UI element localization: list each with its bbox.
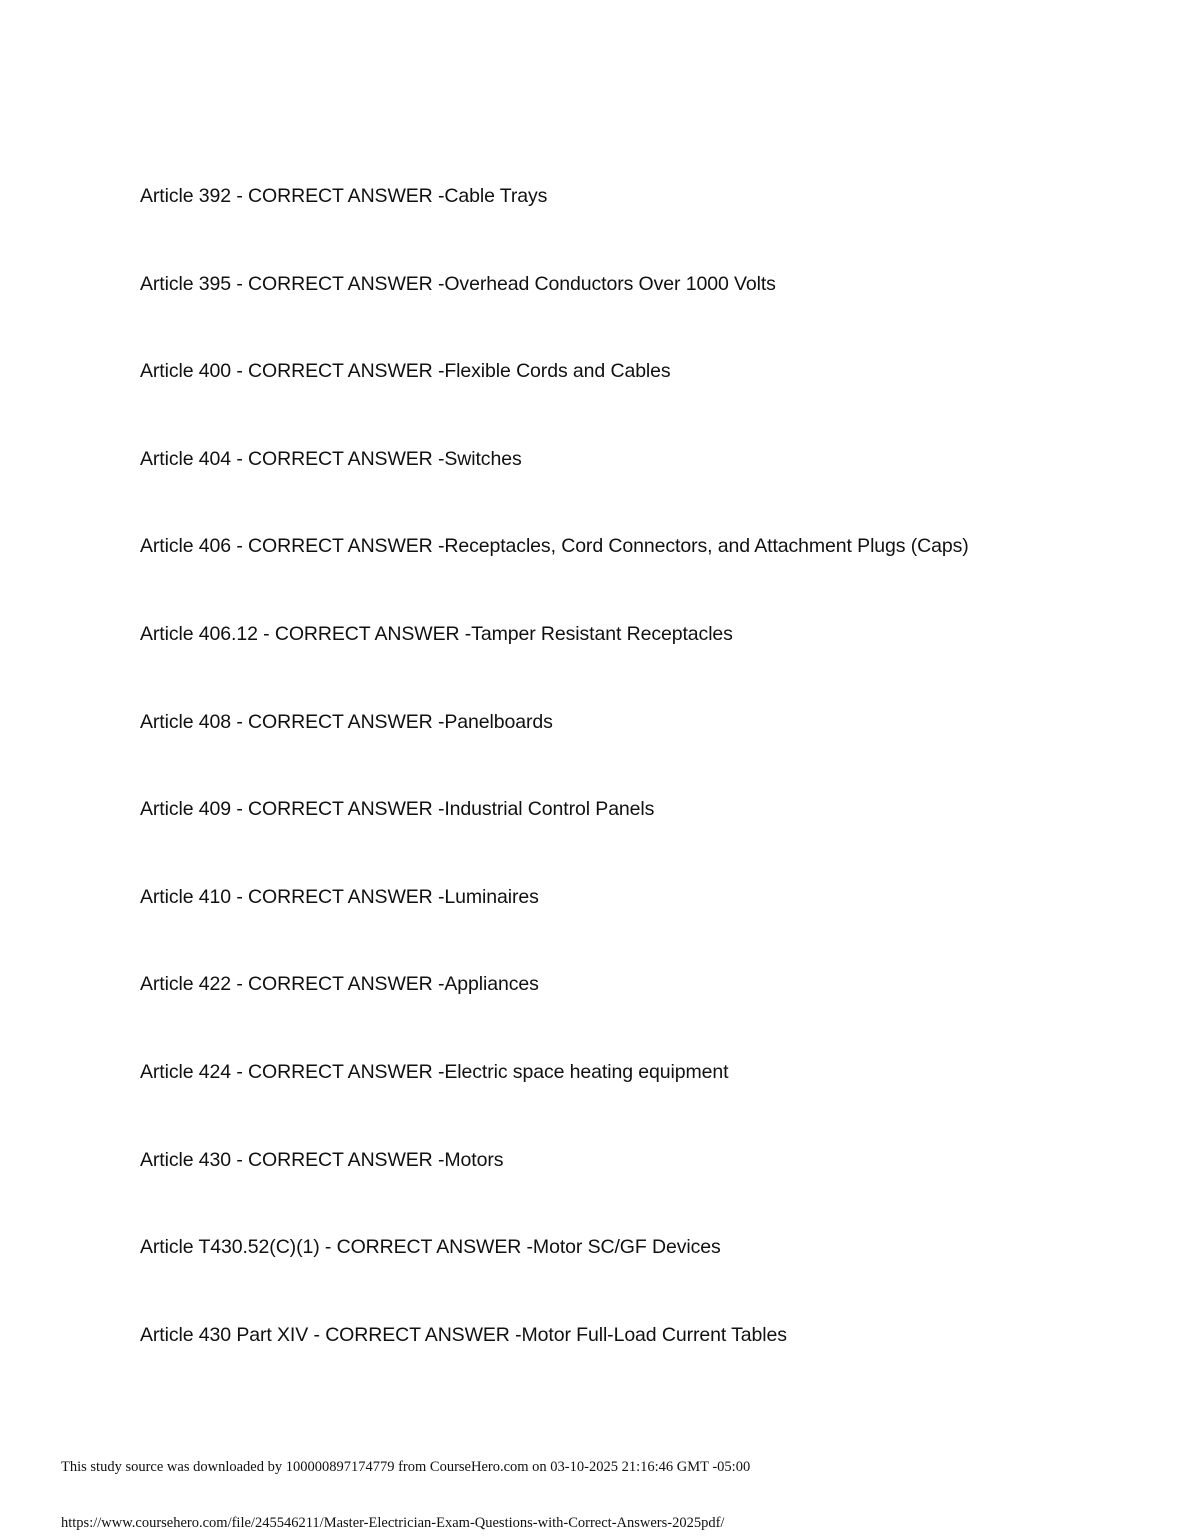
qa-entry: Article 408 - CORRECT ANSWER -Panelboards <box>140 710 553 733</box>
qa-entry: Article 424 - CORRECT ANSWER -Electric space heating equipment <box>140 1060 729 1083</box>
qa-entry: Article 392 - CORRECT ANSWER -Cable Trays <box>140 185 548 207</box>
qa-entry: Article 430 - CORRECT ANSWER -Motors <box>140 1148 504 1171</box>
qa-entry: Article 410 - CORRECT ANSWER -Luminaires <box>140 885 539 908</box>
qa-entry: Article 395 - CORRECT ANSWER -Overhead Conductors Over 1000 Volts <box>140 272 776 295</box>
download-source-notice: This study source was downloaded by 100000897174779 from CourseHero.com on 03-10-2025 21:16:46 GMT -05:00 <box>61 1459 751 1475</box>
qa-entry: Article 422 - CORRECT ANSWER -Appliances <box>140 973 539 996</box>
qa-entry: Article 409 - CORRECT ANSWER -Industrial Control Panels <box>140 798 655 821</box>
qa-entry: Article 406.12 - CORRECT ANSWER -Tamper Resistant Receptacles <box>140 622 733 645</box>
qa-entry-list <box>140 181 1140 1407</box>
qa-entry: Article 406 - CORRECT ANSWER -Receptacles, Cord Connectors, and Attachment Plugs (Caps) <box>140 535 969 558</box>
qa-entry: Article 430 Part XIV - CORRECT ANSWER -Motor Full-Load Current Tables <box>140 1323 787 1346</box>
qa-entry: Article T430.52(C)(1) - CORRECT ANSWER -Motor SC/GF Devices <box>140 1236 721 1259</box>
source-url: https://www.coursehero.com/file/245546211/Master-Electrician-Exam-Questions-with-Correct-Answers-2025pdf/ <box>61 1515 725 1531</box>
qa-entry: Article 404 - CORRECT ANSWER -Switches <box>140 447 522 470</box>
qa-entry: Article 400 - CORRECT ANSWER -Flexible Cords and Cables <box>140 360 671 383</box>
